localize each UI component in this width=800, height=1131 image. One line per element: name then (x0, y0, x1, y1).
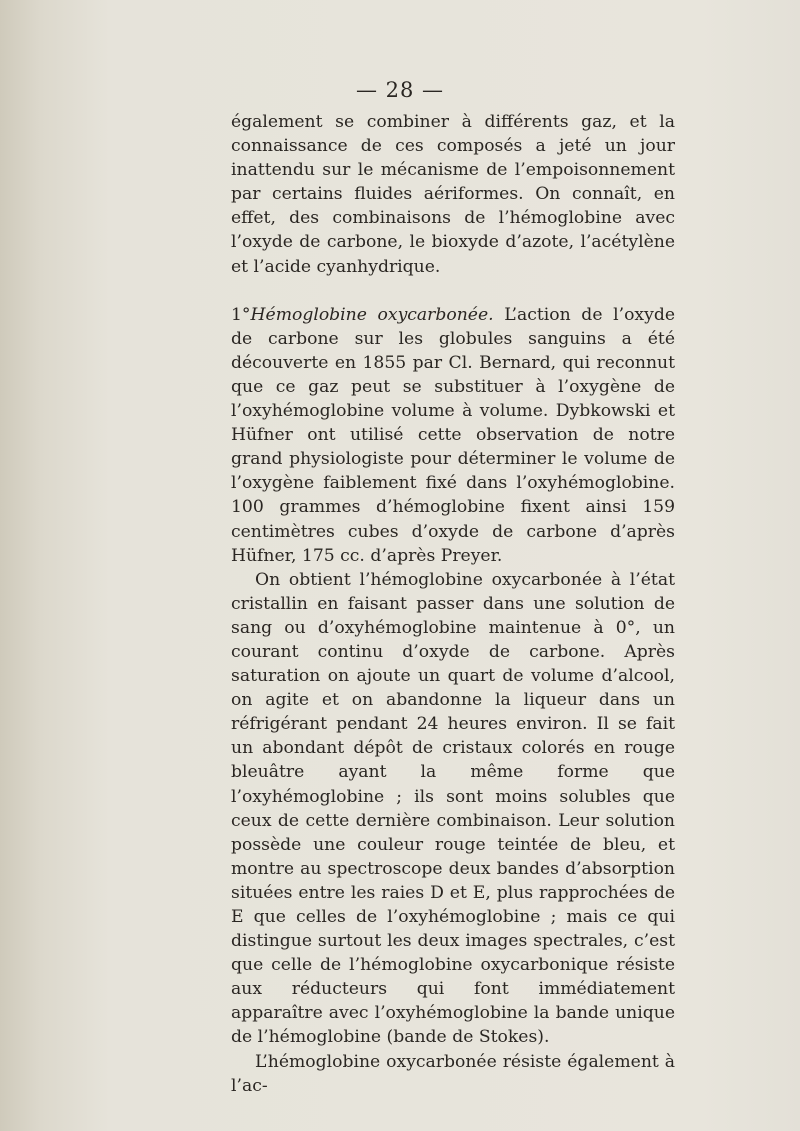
section-number: 1° (231, 304, 251, 325)
section-heading: Hémoglobine oxycarbonée. (250, 304, 494, 325)
paragraph-continuation: L’hémoglobine oxycarbonée résiste également à l’ac- (231, 1051, 675, 1096)
body-text (231, 110, 675, 1098)
section-body: L’action de l’oxyde de carbone sur les globules sanguins a été découverte en 1855 par Cl. Bernard, qui reconnut que ce gaz peut se substituer à l’oxygène de l’oxyhémoglobine volume à volume. Dybkowski et Hüfner ont utilisé cette observation de notre grand physiologiste pour déterminer le volume de l’oxygène faiblement fixé dans l’oxyhémoglobine. 100 grammes d’hémoglobine fixent ainsi 159 centimètres cubes d’oxyde de carbone d’après Hüfner, 175 cc. d’après Preyer. (231, 304, 675, 566)
paragraph-gap (231, 279, 675, 303)
paragraph-hemoglobine-oxycarbonee (231, 303, 675, 568)
paragraph-crystallization: On obtient l’hémoglobine oxycarbonée à l’état cristallin en faisant passer dans une solution de sang ou d’oxyhémoglobine maintenue à 0°, un courant continu d’oxyde de carbone. Après saturation on ajoute un quart de volume d’alcool, on agite et on abandonne la liqueur dans un réfrigérant pendant 24 heures environ. Il se fait un abondant dépôt de cristaux colorés en rouge bleuâtre ayant la même forme que l’oxyhémoglobine ; ils sont moins solubles que ceux de cette dernière combinaison. Leur solution possède une couleur rouge teintée de bleu, et montre au spectroscope deux bandes d’absorption situées entre les raies D et E, plus rapprochées de E que celles de l’oxyhémoglobine ; mais ce qui distingue surtout les deux images spectrales, c’est que celle de l’hémoglobine oxycarbonique résiste aux réducteurs qui font immédiatement apparaître avec l’oxyhémoglobine la bande unique de l’hémoglobine (bande de Stokes). (231, 569, 675, 1048)
paragraph-intro: également se combiner à différents gaz, et la connaissance de ces composés a jeté un jour inattendu sur le mécanisme de l’empoisonnement par certains fluides aériformes. On connaît, en effet, des combinaisons de l’hémoglobine avec l’oxyde de carbone, le bioxyde d’azote, l’acétylène et l’acide cyanhydrique. (231, 112, 675, 277)
page-number: — 28 — (355, 78, 445, 102)
